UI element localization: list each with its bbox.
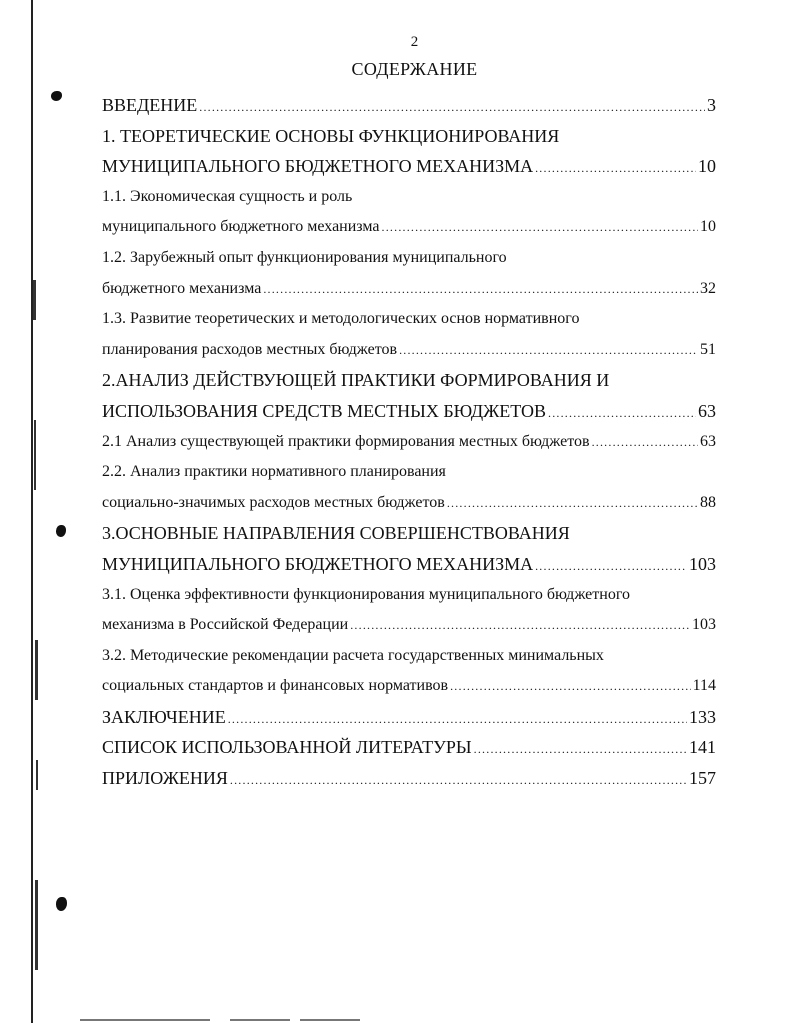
toc-page-number: 32	[700, 279, 716, 297]
scan-artifact	[34, 420, 36, 490]
ink-blot	[56, 525, 66, 537]
toc-entry-text: 2.2. Анализ практики нормативного планирования	[102, 463, 446, 481]
toc-entry-text: ЗАКЛЮЧЕНИЕ	[102, 706, 226, 727]
toc-entry-line	[102, 243, 716, 274]
toc-entry-text: МУНИЦИПАЛЬНОГО БЮДЖЕТНОГО МЕХАНИЗМА	[102, 156, 534, 177]
toc-entry-text: муниципального бюджетного механизма	[102, 218, 380, 236]
toc-entry-text: механизма в Российской Федерации	[102, 616, 349, 634]
toc-title: СОДЕРЖАНИЕ	[351, 59, 478, 79]
toc-entry-line	[102, 671, 716, 702]
toc-entry-text: 2.АНАЛИЗ ДЕЙСТВУЮЩЕЙ ПРАКТИКИ ФОРМИРОВАНИЯ И	[102, 370, 610, 391]
toc-page-number: 103	[689, 553, 716, 574]
toc-leader-dots	[535, 153, 696, 184]
toc-page-number: 3	[707, 95, 716, 115]
toc-page-number: 10	[700, 218, 716, 236]
toc-entry-text: 1. ТЕОРЕТИЧЕСКИЕ ОСНОВЫ ФУНКЦИОНИРОВАНИЯ	[102, 125, 560, 146]
toc-entry-text: 3.1. Оценка эффективности функционирования муниципального бюджетного	[102, 585, 630, 603]
toc-entry-line	[102, 457, 716, 488]
ink-blot	[51, 91, 62, 101]
scan-artifact	[300, 1019, 360, 1021]
toc-leader-dots	[228, 704, 687, 735]
toc-entry-text: ВВЕДЕНИЕ	[102, 95, 198, 115]
toc-leader-dots	[382, 212, 698, 243]
toc-entry-line	[102, 365, 716, 396]
toc-leader-dots	[263, 274, 698, 305]
toc-entry-line	[102, 335, 716, 366]
scan-artifact	[230, 1019, 290, 1021]
toc-entry-text: 3.2. Методические рекомендации расчета государственных минимальных	[102, 646, 604, 664]
toc-page-number: 141	[689, 737, 716, 758]
toc-entry-line	[102, 274, 716, 305]
toc-entry-text: 1.3. Развитие теоретических и методологических основ нормативного	[102, 310, 580, 328]
toc-entry-text: 1.1. Экономическая сущность и роль	[102, 187, 353, 205]
table-of-contents	[102, 90, 716, 794]
toc-page-number: 133	[689, 706, 716, 727]
toc-page-number: 51	[700, 340, 716, 358]
toc-leader-dots	[592, 427, 698, 458]
toc-leader-dots	[548, 398, 696, 429]
scan-artifact	[35, 640, 38, 700]
toc-entry-line	[102, 732, 716, 763]
toc-entry-line	[102, 427, 716, 458]
toc-page-number: 157	[689, 768, 716, 789]
toc-entry-line	[102, 610, 716, 641]
toc-entry-text: социальных стандартов и финансовых нормативов	[102, 677, 449, 695]
toc-page-number: 103	[692, 616, 716, 634]
toc-entry-line	[102, 182, 716, 213]
toc-entry-line	[102, 151, 716, 182]
toc-leader-dots	[450, 671, 691, 702]
toc-entry-text: МУНИЦИПАЛЬНОГО БЮДЖЕТНОГО МЕХАНИЗМА	[102, 553, 534, 574]
toc-leader-dots	[350, 610, 690, 641]
toc-entry-text: СПИСОК ИСПОЛЬЗОВАННОЙ ЛИТЕРАТУРЫ	[102, 737, 472, 758]
toc-leader-dots	[535, 551, 687, 582]
toc-entry-line	[102, 212, 716, 243]
scan-edge-line	[31, 0, 33, 1023]
toc-entry-line	[102, 396, 716, 427]
toc-entry-text: 3.ОСНОВНЫЕ НАПРАВЛЕНИЯ СОВЕРШЕНСТВОВАНИЯ	[102, 523, 570, 544]
toc-entry-line	[102, 121, 716, 152]
toc-entry-line	[102, 518, 716, 549]
toc-entry-text: бюджетного механизма	[102, 279, 262, 297]
toc-entry-text: планирования расходов местных бюджетов	[102, 340, 398, 358]
scan-artifact	[33, 280, 36, 320]
toc-page-number: 88	[700, 493, 716, 511]
toc-entry-text: ПРИЛОЖЕНИЯ	[102, 768, 228, 789]
page-number: 2	[410, 34, 419, 50]
toc-entry-text: 1.2. Зарубежный опыт функционирования муниципального	[102, 248, 507, 266]
scan-artifact	[80, 1019, 210, 1021]
toc-page-number: 114	[692, 677, 716, 695]
toc-entry-line	[102, 641, 716, 672]
toc-entry-line	[102, 549, 716, 580]
toc-entry-text: ИСПОЛЬЗОВАНИЯ СРЕДСТВ МЕСТНЫХ БЮДЖЕТОВ	[102, 400, 546, 421]
scan-artifact	[35, 880, 38, 970]
ink-blot	[56, 897, 67, 911]
toc-entry-line	[102, 90, 716, 121]
scan-artifact	[36, 760, 38, 790]
toc-entry-line	[102, 763, 716, 794]
toc-page-number: 63	[700, 432, 716, 450]
toc-entry-line	[102, 488, 716, 519]
toc-leader-dots	[230, 765, 687, 796]
toc-page-number: 10	[698, 156, 716, 177]
toc-entry-text: социально-значимых расходов местных бюджетов	[102, 493, 445, 511]
toc-leader-dots	[474, 734, 687, 765]
toc-entry-text: 2.1 Анализ существующей практики формирования местных бюджетов	[102, 432, 590, 450]
toc-leader-dots	[399, 335, 698, 366]
toc-entry-line	[102, 304, 716, 335]
toc-page-number: 63	[698, 400, 716, 421]
toc-entry-line	[102, 702, 716, 733]
toc-entry-line	[102, 580, 716, 611]
toc-leader-dots	[447, 488, 698, 519]
toc-leader-dots	[199, 92, 705, 123]
